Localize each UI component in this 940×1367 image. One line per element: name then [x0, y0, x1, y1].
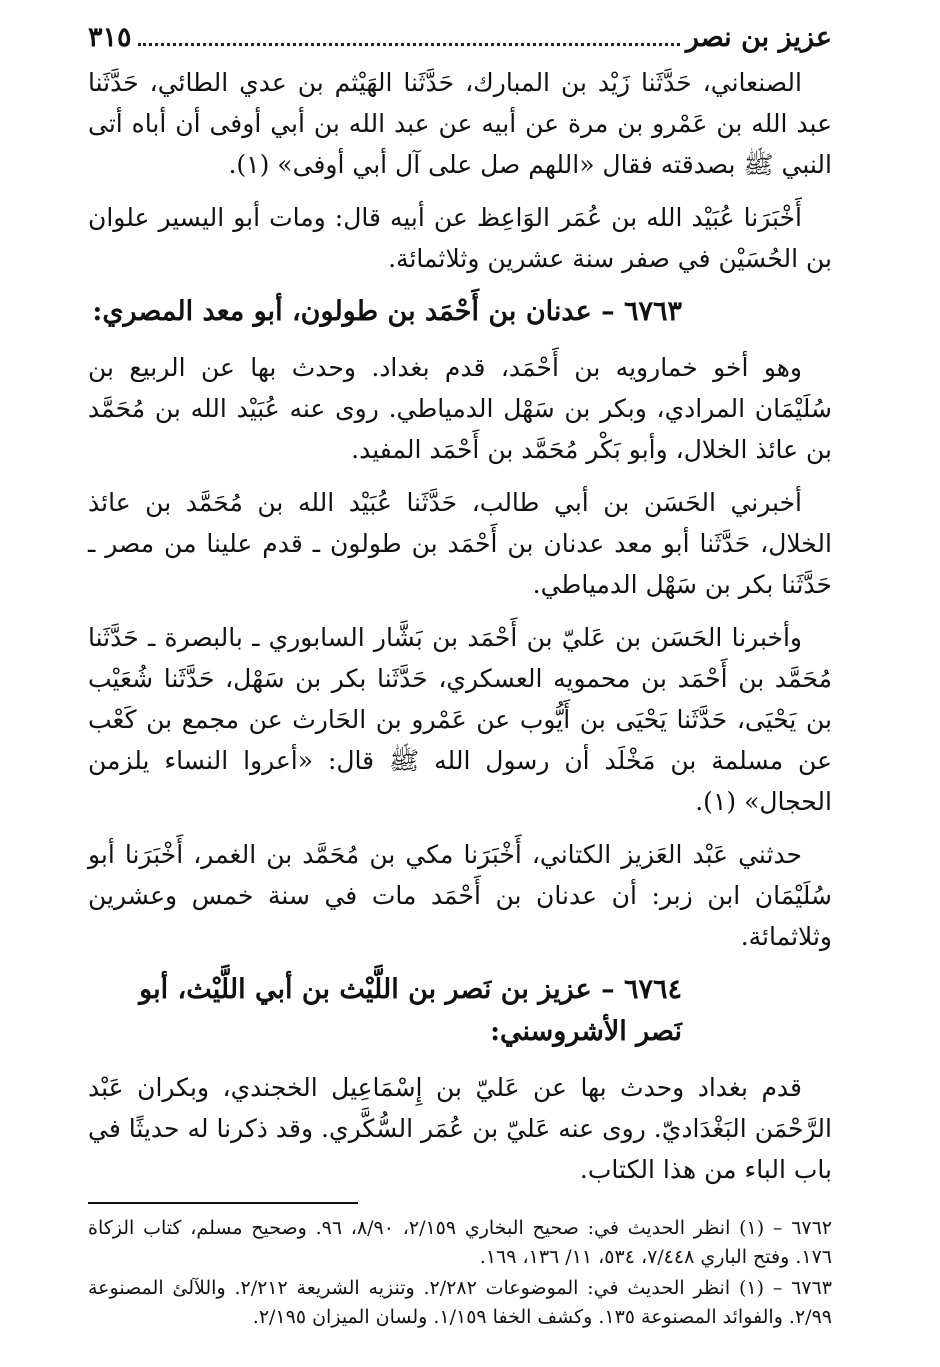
entry-heading: ٦٧٦٤ – عزيز بن نَصر بن اللَّيْث بن أبي اللَّيْث، أبو نَصر الأشروسني: [139, 974, 682, 1047]
running-title: عزيز بن نصر [685, 22, 832, 53]
footnote-separator [88, 1202, 358, 1204]
paragraph: وأخبرنا الحَسَن بن عَليّ بن أَحْمَد بن بَشَّار السابوري ـ بالبصرة ـ حَدَّثَنا مُحَمَّد بن أَحْمَد بن محمويه العسكري، حَدَّثَنا بكر بن سَهْل، حَدَّثَنا شُعَيْب بن يَحْيَى، حَدَّثَنا يَحْيَى بن أَيُّوب عن عَمْرو بن الحَارث عن مجمع بن كَعْب عن مسلمة بن مَخْلَد أن رسول الله ﷺ قال: «أعروا النساء يلزمن الحجال» (١). [88, 623, 832, 816]
paragraph: الصنعاني، حَدَّثَنا زَيْد بن المبارك، حَدَّثَنا الهَيْثم بن عدي الطائي، حَدَّثَنا عبد الله بن عَمْرو بن مرة عن أبيه عن عبد الله بن أبي أوفى أن أباه أتى النبي ﷺ بصدقته فقال «اللهم صل على آل أبي أوفى» (١). [88, 68, 832, 179]
paragraph: حدثني عَبْد العَزيز الكتاني، أَخْبَرَنا مكي بن مُحَمَّد بن الغمر، أَخْبَرَنا أبو سُلَيْمَان ابن زبر: أن عدنان بن أَحْمَد مات في سنة خمس وعشرين وثلاثمائة. [88, 840, 832, 951]
header-dot-leader [138, 27, 680, 46]
running-header [88, 22, 832, 62]
footnote: ٦٧٦٢ – (١) انظر الحديث في: صحيح البخاري ٢/١٥٩، ٨/٩٠، ٩٦. وصحيح مسلم، كتاب الزكاة ١٧٦. وفتح الباري ٧/٤٤٨، ٥٣٤، ١١/ ١٣٦، ١٦٩. [88, 1217, 833, 1268]
paragraph: وهو أخو خمارويه بن أَحْمَد، قدم بغداد. وحدث بها عن الربيع بن سُلَيْمَان المرادي، وبكر بن سَهْل الدمياطي. روى عنه عُبَيْد الله بن مُحَمَّد بن عائذ الخلال، وأبو بَكْر مُحَمَّد بن أَحْمَد المفيد. [88, 353, 832, 464]
main-text [88, 62, 832, 1190]
entry-heading: ٦٧٦٣ – عدنان بن أَحْمَد بن طولون، أبو معد المصري: [92, 296, 682, 327]
paragraph: أَخْبَرَنا عُبَيْد الله بن عُمَر الوَاعِظ عن أبيه قال: ومات أبو اليسير علوان بن الحُسَيْن في صفر سنة عشرين وثلاثمائة. [88, 203, 832, 273]
page-number: ٣١٥ [88, 22, 132, 53]
footnotes [88, 1214, 832, 1332]
paragraph: قدم بغداد وحدث بها عن عَليّ بن إِسْمَاعِيل الخجندي، وبكران عَبْد الرَّحْمَن البَغْدَاديّ. روى عنه عَليّ بن عُمَر السُّكَّري. وقد ذكرنا له حديثًا في باب الباء من هذا الكتاب. [88, 1073, 832, 1184]
paragraph: أخبرني الحَسَن بن أبي طالب، حَدَّثَنا عُبَيْد الله بن مُحَمَّد بن عائذ الخلال، حَدَّثَنا أبو معد عدنان بن أَحْمَد بن طولون ـ قدم علينا من مصر ـ حَدَّثَنا بكر بن سَهْل الدمياطي. [88, 488, 832, 599]
footnote: ٦٧٦٣ – (١) انظر الحديث في: الموضوعات ٢/٢٨٢. وتنزيه الشريعة ٢/٢١٢. واللآلئ المصنوعة ٢/٩٩. والفوائد المصنوعة ١٣٥. وكشف الخفا ١/١٥٩. ولسان الميزان ٢/١٩٥. [88, 1277, 832, 1328]
